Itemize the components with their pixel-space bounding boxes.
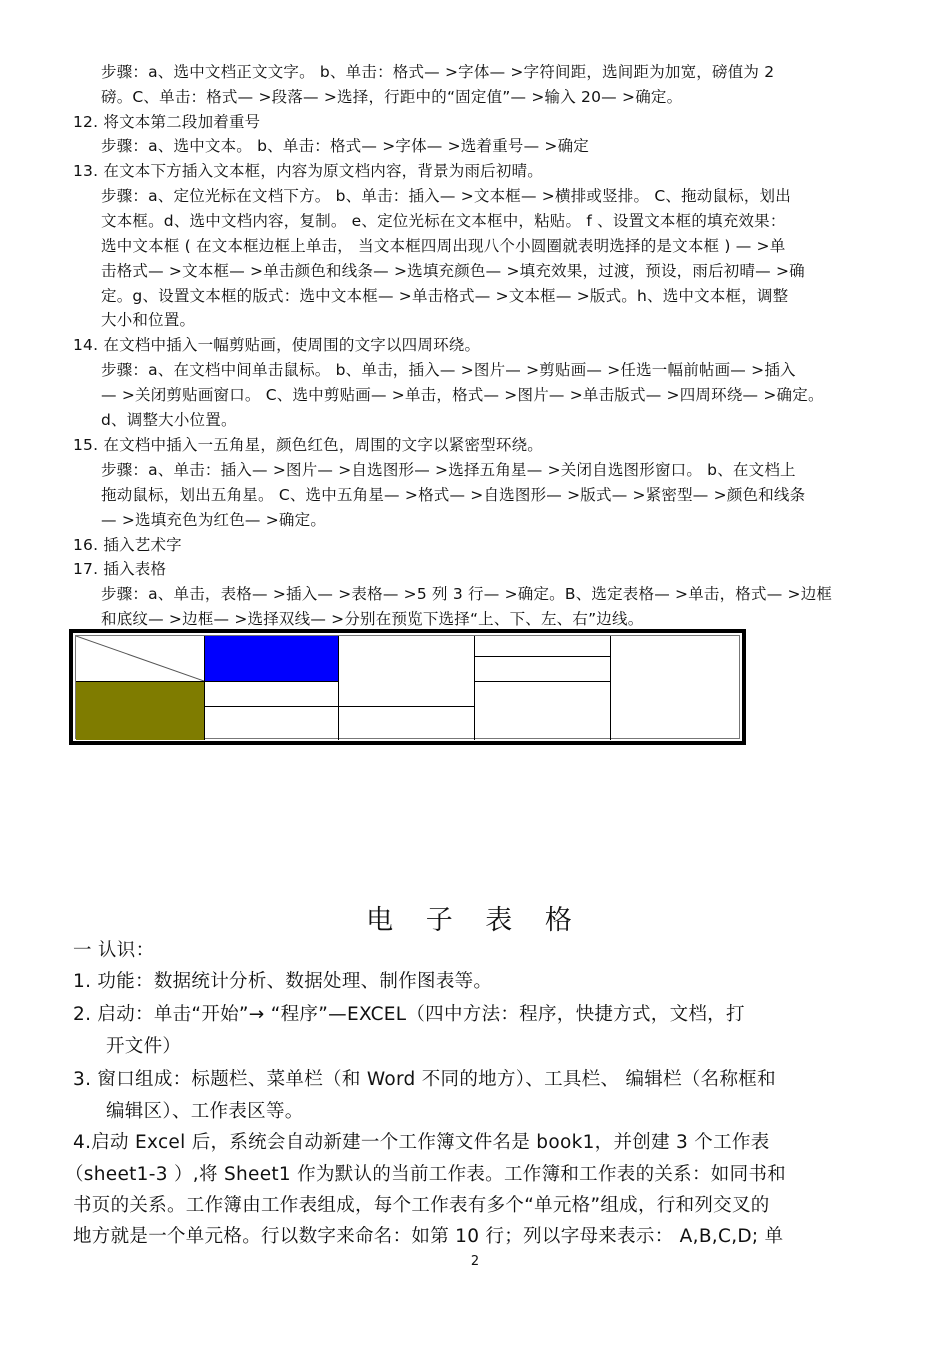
demo-table: [69, 629, 746, 745]
row-divider: [76, 681, 204, 682]
list-item: 2. 启动：单击“开始”→ “程序”—EXCEL（四中方法：程序，快捷方式，文档，打: [73, 1004, 745, 1025]
page-number: 2: [470, 1254, 480, 1269]
row-divider: [204, 706, 338, 707]
list-item-heading: 13. 在文本下方插入文本框，内容为原文档内容，背景为雨后初晴。: [73, 162, 543, 180]
paragraph-line: 书页的关系。工作簿由工作表组成，每个工作表有多个“单元格”组成，行和列交叉的: [73, 1195, 770, 1216]
text-line: 定。g、设置文本框的版式：选中文本框— >单击格式— >文本框— >版式。h、选中文本框，调整: [101, 287, 789, 305]
section-title: 电 子 表 格: [366, 905, 584, 936]
text-line: 步骤：a、选中文档正文文字。 b、单击：格式— >字体— >字符间距，选间距为加宽，磅值为 2: [101, 63, 775, 81]
text-line: 拖动鼠标，划出五角星。 C、选中五角星— >格式— >自选图形— >版式— >紧密型— >颜色和线条: [101, 486, 806, 504]
list-item-heading: 12. 将文本第二段加着重号: [73, 113, 261, 131]
text-line: d、调整大小位置。: [101, 411, 237, 429]
row-divider: [474, 656, 610, 657]
text-line: 步骤：a、在文档中间单击鼠标。 b、单击，插入— >图片— >剪贴画— >任选一幅前帖画— >插入: [101, 361, 796, 379]
text-line: 步骤：a、选中文本。 b、单击：格式— >字体— >选着重号— >确定: [101, 137, 590, 155]
paragraph-line: 4.启动 Excel 后，系统会自动新建一个工作簿文件名是 book1，并创建 3 个工作表: [73, 1132, 770, 1153]
list-item: 3. 窗口组成：标题栏、菜单栏（和 Word 不同的地方）、工具栏、 编辑栏（名称框和: [73, 1069, 776, 1090]
text-line: 文本框。d、选中文档内容，复制。 e、定位光标在文本框中，粘贴。 f 、设置文本框的填充效果：: [101, 212, 786, 230]
table-inner-border: [75, 635, 740, 739]
row-divider: [338, 706, 474, 707]
text-line: 和底纹— >边框— >选择双线— >分别在预览下选择“上、下、左、右”边线。: [101, 610, 644, 628]
text-line: 步骤：a、单击，表格— >插入— >表格— >5 列 3 行— >确定。B、选定表格— >单击，格式— >边框: [101, 585, 833, 603]
text-line: — >选填充色为红色— >确定。: [101, 511, 327, 529]
section-subheading: 一 认识：: [73, 940, 155, 961]
list-item-heading: 14. 在文档中插入一幅剪贴画，使周围的文字以四周环绕。: [73, 336, 481, 354]
text-line: 步骤：a、单击：插入— >图片— >自选图形— >选择五角星— >关闭自选图形窗口。 b、在文档上: [101, 461, 796, 479]
list-item-continuation: 开文件）: [106, 1036, 182, 1057]
text-line: 选中文本框 ( 在文本框边框上单击， 当文本框四周出现八个小圆圈就表明选择的是文本框 ) — >单: [101, 237, 786, 255]
row-divider: [204, 681, 338, 682]
paragraph-line: （sheet1-3 ）,将 Sheet1 作为默认的当前工作表。工作簿和工作表的关系：如同书和: [65, 1164, 786, 1185]
paragraph-line: 地方就是一个单元格。行以数字来命名：如第 10 行；列以字母来表示： A,B,C,D; 单: [73, 1226, 784, 1247]
list-item-heading: 15. 在文档中插入一五角星，颜色红色，周围的文字以紧密型环绕。: [73, 436, 543, 454]
text-line: 击格式— >文本框— >单击颜色和线条— >选填充颜色— >填充效果，过渡，预设，雨后初晴— >确: [101, 262, 805, 280]
list-item: 1. 功能：数据统计分析、数据处理、制作图表等。: [73, 971, 493, 992]
text-line: 磅。C、单击：格式— >段落— >选择，行距中的“固定值”— >输入 20— >确定。: [101, 88, 683, 106]
blue-cell: [204, 636, 338, 681]
column-divider: [204, 636, 205, 740]
list-item-heading: 16. 插入艺术字: [73, 536, 182, 554]
row-divider: [474, 681, 610, 682]
diagonal-header-line: [76, 636, 204, 681]
column-divider: [610, 636, 611, 740]
column-divider: [474, 636, 475, 740]
list-item-continuation: 编辑区）、工作表区等。: [106, 1101, 304, 1122]
text-line: 大小和位置。: [101, 311, 196, 329]
column-divider: [338, 636, 339, 740]
text-line: 步骤：a、定位光标在文档下方。 b、单击：插入— >文本框— >横排或竖排。 C、拖动鼠标，划出: [101, 187, 791, 205]
list-item-heading: 17. 插入表格: [73, 560, 167, 578]
olive-cell: [76, 681, 204, 740]
text-line: — >关闭剪贴画窗口。 C、选中剪贴画— >单击，格式— >图片— >单击版式— >四周环绕— >确定。: [101, 386, 824, 404]
